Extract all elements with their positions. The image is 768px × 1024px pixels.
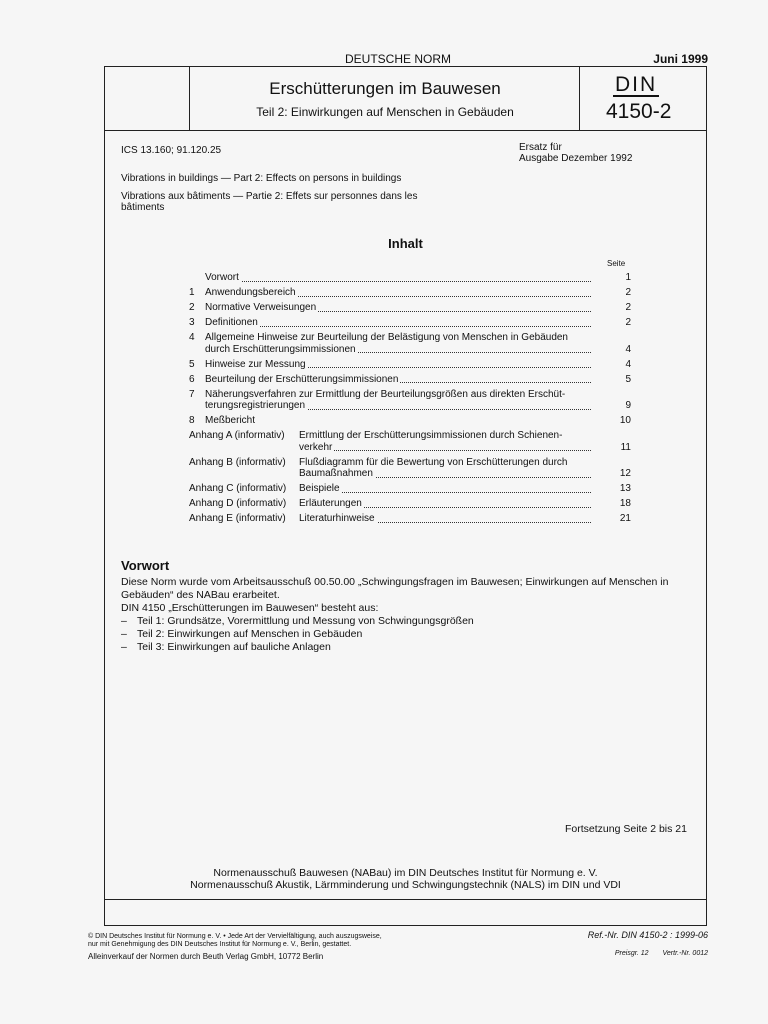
toc-annex[interactable] bbox=[189, 498, 631, 510]
toc-item-label-continued: terungsregistrierungen bbox=[205, 400, 306, 411]
toc-annex[interactable] bbox=[189, 457, 631, 480]
toc-item-label-continued: durch Erschütterungsimmissionen bbox=[205, 343, 356, 355]
replacement-note-line1: Ersatz für bbox=[519, 142, 562, 153]
ics-codes: ICS 13.160; 91.120.25 bbox=[121, 145, 222, 156]
toc-item-number: 4 bbox=[189, 332, 195, 343]
toc-item[interactable] bbox=[189, 272, 631, 284]
toc-item-page: 5 bbox=[625, 373, 631, 385]
din-number: 4150-2 bbox=[606, 100, 672, 123]
toc-annex-page: 11 bbox=[620, 441, 631, 453]
list-item-text: Teil 3: Einwirkungen auf bauliche Anlagen bbox=[137, 641, 331, 653]
list-item bbox=[121, 628, 693, 641]
distribution-number: Vertr.-Nr. 0012 bbox=[662, 950, 708, 957]
toc-annex-label: Beispiele bbox=[299, 483, 340, 494]
dash-bullet: – bbox=[121, 641, 127, 653]
dash-bullet: – bbox=[121, 615, 127, 627]
reference-number: Ref.-Nr. DIN 4150-2 : 1999-06 bbox=[587, 930, 708, 940]
title-block bbox=[105, 67, 706, 131]
table-of-contents bbox=[189, 272, 631, 528]
vorwort-paragraph: Diese Norm wurde vom Arbeitsausschuß 00.50.00 „Schwingungsfragen im Bauwesen; Einwirkungen auf Menschen in Gebäuden“ des NABau erarbeitet. bbox=[121, 576, 669, 601]
replacement-note bbox=[519, 142, 659, 164]
toc-item-page: 4 bbox=[625, 358, 631, 370]
toc-item-label: Beurteilung der Erschütterungsimmissionen bbox=[205, 373, 399, 385]
replacement-note-line2: Ausgabe Dezember 1992 bbox=[519, 153, 633, 164]
toc-annex-label: Flußdiagramm für die Bewertung von Erschütterungen durch bbox=[299, 456, 568, 468]
toc-annex-prefix: Anhang C (informativ) bbox=[189, 483, 287, 494]
toc-item-page: 2 bbox=[625, 317, 631, 328]
toc-item-page: 4 bbox=[625, 343, 631, 355]
toc-item-label: Anwendungsbereich bbox=[205, 287, 296, 298]
list-item-text: Teil 1: Grundsätze, Vorermittlung und Messung von Schwingungsgrößen bbox=[137, 615, 474, 627]
dash-bullet: – bbox=[121, 628, 127, 640]
document-subtitle: Teil 2: Einwirkungen auf Menschen in Gebäuden bbox=[256, 105, 514, 119]
copyright-line2: nur mit Genehmigung des DIN Deutsches Institut für Normung e. V., Berlin, gestattet. bbox=[88, 941, 352, 948]
toc-item-label: Hinweise zur Messung bbox=[205, 358, 306, 370]
toc-item[interactable] bbox=[189, 359, 631, 371]
toc-annex[interactable] bbox=[189, 483, 631, 495]
price-group: Preisgr. 12 bbox=[614, 950, 649, 957]
english-title: Vibrations in buildings — Part 2: Effects on persons in buildings bbox=[121, 173, 402, 184]
vorwort-heading: Vorwort bbox=[121, 558, 170, 573]
toc-item[interactable] bbox=[189, 415, 631, 427]
toc-annex-label-continued: Baumaßnahmen bbox=[299, 468, 373, 479]
din-cell bbox=[579, 67, 706, 130]
toc-item-label: Meßbericht bbox=[205, 415, 256, 426]
toc-annex-prefix: Anhang D (informativ) bbox=[189, 498, 287, 509]
toc-item-page: 2 bbox=[625, 287, 631, 298]
copyright-notice bbox=[88, 933, 382, 949]
toc-item-page: 9 bbox=[625, 400, 631, 411]
toc-item-number: 5 bbox=[189, 358, 195, 370]
committee-line1: Normenausschuß Bauwesen (NABau) im DIN Deutsches Institut für Normung e. V. bbox=[213, 867, 598, 879]
toc-annex-label-continued: verkehr bbox=[299, 441, 333, 453]
toc-item-number bbox=[189, 272, 205, 284]
toc-item-number: 6 bbox=[189, 373, 195, 385]
toc-item-page: 1 bbox=[625, 272, 631, 283]
toc-item[interactable] bbox=[189, 302, 631, 314]
toc-item-label: Definitionen bbox=[205, 317, 258, 328]
continuation-note: Fortsetzung Seite 2 bis 21 bbox=[565, 823, 687, 835]
din-logo: DIN bbox=[615, 73, 658, 96]
vorwort-section bbox=[121, 559, 693, 654]
toc-item-number: 3 bbox=[189, 317, 195, 328]
french-title: Vibrations aux bâtiments — Partie 2: Effets sur personnes dans les bâtiments bbox=[121, 191, 418, 213]
toc-item-page: 2 bbox=[625, 302, 631, 313]
toc-item[interactable] bbox=[189, 374, 631, 386]
toc-item-number: 1 bbox=[189, 287, 195, 298]
list-item-text: Teil 2: Einwirkungen auf Menschen in Gebäuden bbox=[137, 628, 363, 640]
distribution-note: Alleinverkauf der Normen durch Beuth Verlag GmbH, 10772 Berlin bbox=[88, 952, 324, 961]
copyright-line1: © DIN Deutsches Institut für Normung e. V. • Jede Art der Vervielfältigung, auch auszugsweise, bbox=[88, 933, 382, 940]
toc-item-label: Vorwort bbox=[205, 272, 239, 283]
toc-annex-prefix: Anhang A (informativ) bbox=[189, 430, 285, 441]
toc-annex-prefix: Anhang B (informativ) bbox=[189, 456, 286, 468]
toc-item-label: Näherungsverfahren zur Ermittlung der Beurteilungsgrößen aus direkten Erschüt- bbox=[205, 388, 566, 400]
toc-item[interactable] bbox=[189, 317, 631, 329]
toc-annex[interactable] bbox=[189, 513, 631, 525]
toc-annex-prefix: Anhang E (informativ) bbox=[189, 513, 286, 524]
toc-item-label: Allgemeine Hinweise zur Beurteilung der Belästigung von Menschen in Gebäuden bbox=[205, 332, 568, 343]
toc-annex[interactable] bbox=[189, 430, 631, 453]
committee-block bbox=[105, 867, 706, 900]
toc-annex-page: 13 bbox=[619, 483, 631, 494]
norm-type: DEUTSCHE NORM bbox=[345, 52, 452, 66]
toc-annex-page: 21 bbox=[619, 513, 631, 524]
toc-item[interactable] bbox=[189, 332, 631, 355]
list-item bbox=[121, 641, 693, 654]
toc-heading: Inhalt bbox=[388, 236, 423, 251]
toc-item[interactable] bbox=[189, 287, 631, 299]
toc-item-page: 10 bbox=[619, 415, 631, 426]
toc-item-label: Normative Verweisungen bbox=[205, 302, 317, 313]
toc-annex-label: Literaturhinweise bbox=[299, 513, 375, 524]
toc-annex-label: Ermittlung der Erschütterungsimmissionen durch Schienen- bbox=[299, 430, 563, 441]
document-frame bbox=[104, 66, 707, 926]
document-title: Erschütterungen im Bauwesen bbox=[269, 79, 501, 98]
price-info bbox=[601, 950, 708, 958]
toc-item-number: 7 bbox=[189, 388, 195, 400]
toc-page-column-label: Seite bbox=[607, 259, 626, 268]
committee-line2: Normenausschuß Akustik, Lärmminderung und Schwingungstechnik (NALS) im DIN und VDI bbox=[190, 879, 621, 891]
toc-annex-page: 18 bbox=[619, 498, 631, 509]
toc-annex-label: Erläuterungen bbox=[299, 498, 362, 509]
toc-item-number: 2 bbox=[189, 302, 195, 313]
toc-item[interactable] bbox=[189, 389, 631, 412]
toc-annex-page: 12 bbox=[619, 468, 631, 479]
vorwort-parts-intro: DIN 4150 „Erschütterungen im Bauwesen“ besteht aus: bbox=[121, 602, 379, 614]
toc-item-number: 8 bbox=[189, 415, 195, 426]
publication-date: Juni 1999 bbox=[653, 52, 708, 66]
title-block-left-cell bbox=[105, 67, 190, 130]
list-item bbox=[121, 615, 693, 628]
